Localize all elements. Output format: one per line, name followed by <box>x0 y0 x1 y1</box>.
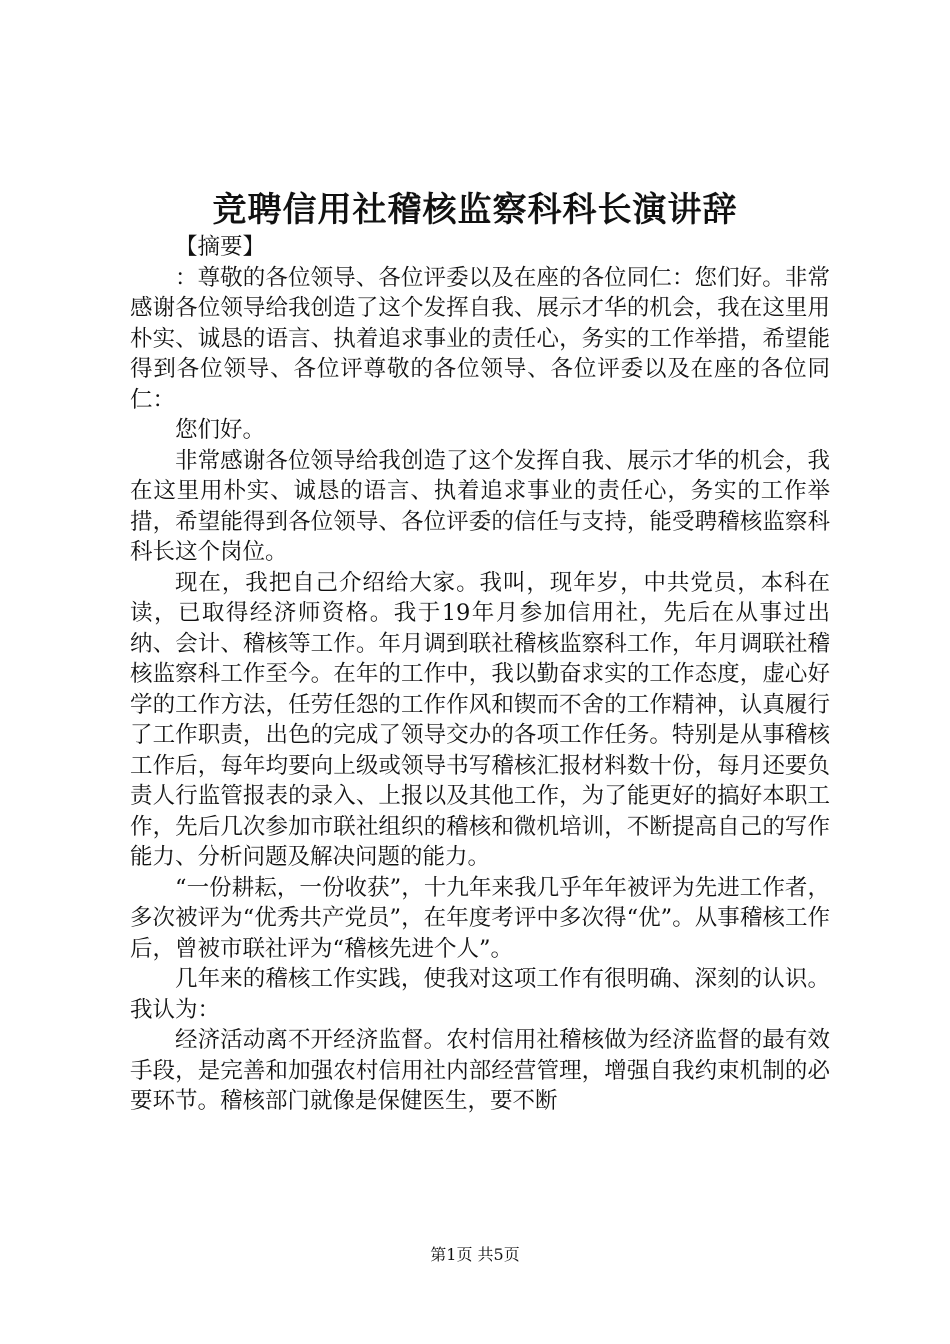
page-number-footer: 第1页 共5页 <box>430 1245 520 1264</box>
paragraph-self-introduction: 现在，我把自己介绍给大家。我叫，现年岁，中共党员，本科在读，已取得经济师资格。我于19年月参加信用社，先后在从事过出纳、会计、稽核等工作。年月调到联社稽核监察科工作，年月调联社稽核监察科工作至今。在年的工作中，我以勤奋求实的工作态度，虚心好学的工作方法，任劳任怨的工作作风和锲而不舍的工作精神，认真履行了工作职责，出色的完成了领导交办的各项工作任务。特别是从事稽核工作后，每年均要向上级或领导书写稽核汇报材料数十份，每月还要负责人行监管报表的录入、上报以及其他工作，为了能更好的搞好本职工作，先后几次参加市联社组织的稽核和微机培训，不断提高自己的写作能力、分析问题及解决问题的能力。 <box>130 569 830 870</box>
paragraph-abstract: ：尊敬的各位领导、各位评委以及在座的各位同仁：您们好。非常感谢各位领导给我创造了这个发挥自我、展示才华的机会，我在这里用朴实、诚恳的语言、执着追求事业的责任心，务实的工作举措，希望能得到各位领导、各位评尊敬的各位领导、各位评委以及在座的各位同仁： <box>130 264 830 413</box>
paragraph-understanding: 几年来的稽核工作实践，使我对这项工作有很明确、深刻的认识。我认为： <box>130 966 830 1023</box>
paragraph-greeting: 您们好。 <box>175 417 266 443</box>
paragraph-supervision: 经济活动离不开经济监督。农村信用社稽核做为经济监督的最有效手段，是完善和加强农村信用社内部经营管理，增强自我约束机制的必要环节。稽核部门就像是保健医生，要不断 <box>130 1027 830 1114</box>
paragraph-abstract-heading: 【摘要】 <box>175 234 266 260</box>
document-body <box>130 232 830 1117</box>
page-title: 竞聘信用社稽核监察科科长演讲辞 <box>212 190 738 230</box>
paragraph-thanks: 非常感谢各位领导给我创造了这个发挥自我、展示才华的机会，我在这里用朴实、诚恳的语言、执着追求事业的责任心，务实的工作举措，希望能得到各位领导、各位评委的信任与支持，能受聘稽核监察科科长这个岗位。 <box>130 447 830 565</box>
paragraph-achievements: “一份耕耘，一份收获”，十九年来我几乎年年被评为先进工作者，多次被评为“优秀共产党员”，在年度考评中多次得“优”。从事稽核工作后，曾被市联社评为“稽核先进个人”。 <box>130 874 830 962</box>
